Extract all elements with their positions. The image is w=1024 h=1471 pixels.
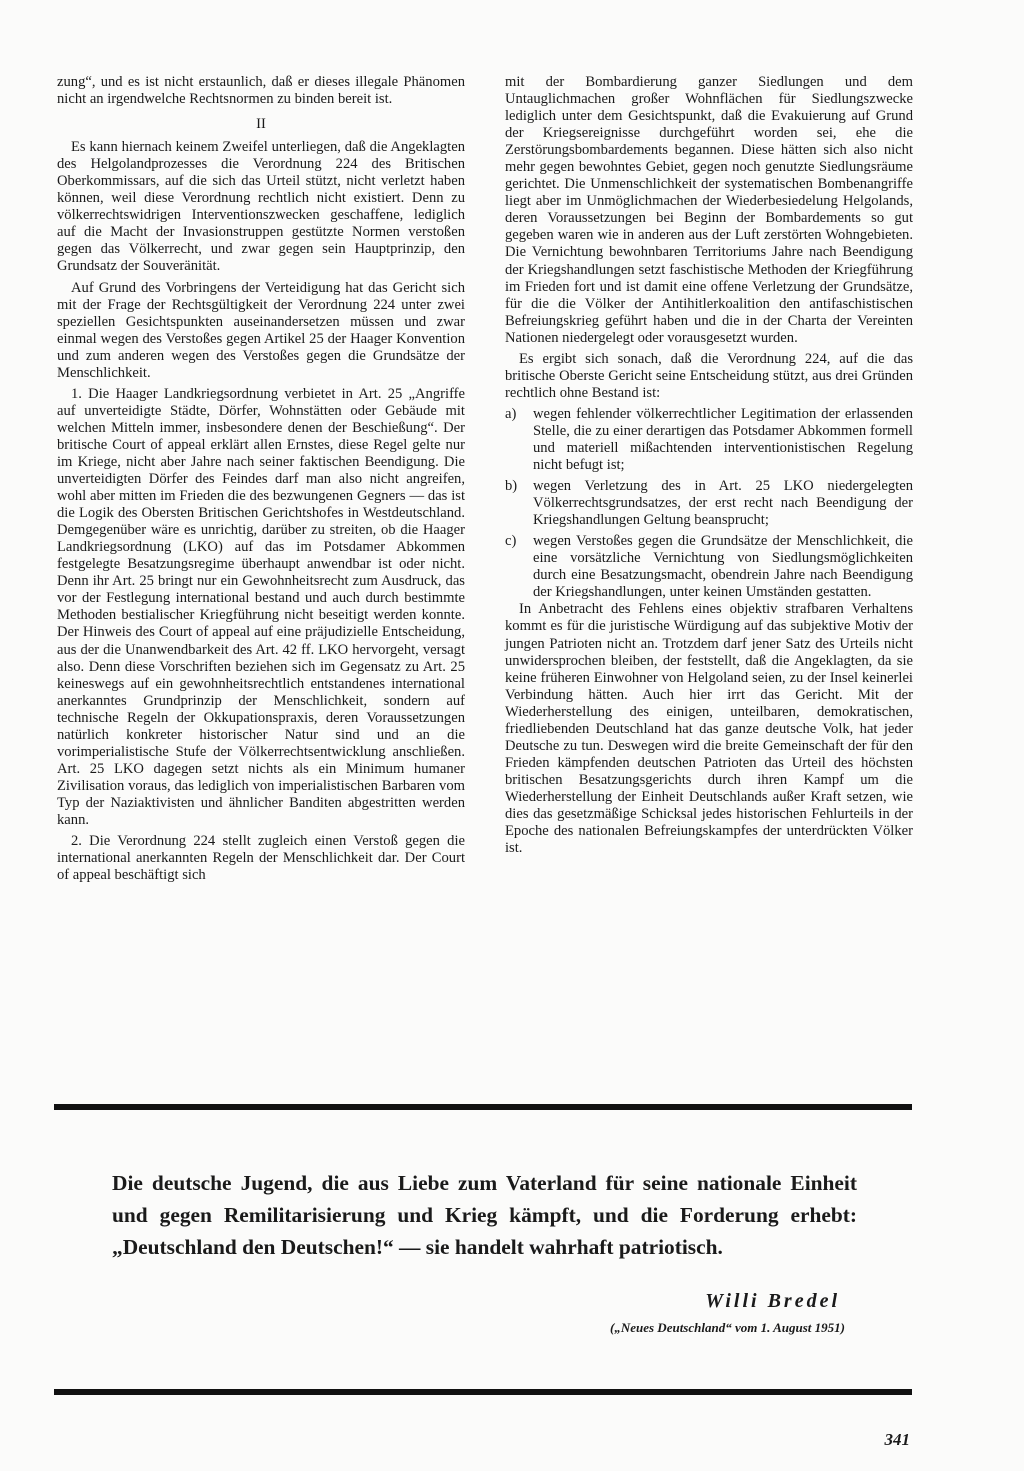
paragraph: Es ergibt sich sonach, daß die Verordnung 224, auf die das britische Oberste Gericht seine Entscheidung stützt, aus drei Gründen rechtlich ohne Bestand ist: — [505, 350, 913, 401]
paragraph: Es kann hiernach keinem Zweifel unterliegen, daß die Angeklagten des Helgolandprozesses die Verordnung 224 des Britischen Oberkommissars, auf die sich das Urteil stützt, nicht verletzt haben können, weil diese Verordnung rechtlich nicht existiert. Denn zu völkerrechtswidrigen Interventionszwecken geschaffene, lediglich auf die Macht der Invasionstruppen gestützte Normen verstoßen gegen das Völkerrecht, und zwar gegen sein Hauptprinzip, den Grundsatz der Souveränität. — [57, 139, 465, 275]
left-column — [57, 74, 465, 884]
quote-author: Willi Bredel — [705, 1290, 840, 1312]
list-text: wegen fehlender völkerrechtlicher Legitimation der erlassenden Stelle, die zu einer derartigen das Potsdamer Abkommen formell und materiell mißachtenden interventionistischen Regelung nicht befugt ist; — [533, 405, 913, 474]
right-column — [505, 74, 913, 857]
list-text: wegen Verletzung des in Art. 25 LKO niedergelegten Völkerrechtsgrundsatzes, der erst recht nach Beendigung der Kriegshandlungen Geltung beansprucht; — [533, 478, 913, 529]
list-marker: b) — [505, 478, 518, 495]
list-item — [505, 478, 913, 529]
top-divider-rule — [54, 1104, 912, 1110]
list-marker: c) — [505, 533, 517, 550]
section-heading: II — [256, 116, 266, 133]
paragraph: 2. Die Verordnung 224 stellt zugleich einen Verstoß gegen die international anerkannten Regeln der Menschlichkeit dar. Der Court of appeal beschäftigt sich — [57, 833, 465, 884]
paragraph: zung“, und es ist nicht erstaunlich, daß er dieses illegale Phänomen nicht an irgendwelche Rechtsnormen zu binden bereit ist. — [57, 74, 465, 108]
list-text: wegen Verstoßes gegen die Grundsätze der Menschlichkeit, die eine vorsätzliche Vernichtung von Siedlungsmöglichkeiten durch eine Besatzungsmacht, obendrein Jahre nach Beendigung der Kriegshandlungen, unter keinen Umständen gestatten. — [533, 533, 913, 601]
bottom-divider-rule — [54, 1389, 912, 1395]
list-marker: a) — [505, 405, 517, 422]
paragraph: mit der Bombardierung ganzer Siedlungen und dem Untauglichmachen großer Wohnflächen für Siedlungszwecke lediglich unter dem Gesichtspunkt, daß die Evakuierung auf Grund der Kriegsereignisse durchgeführt worden sei, ehe die Zerstörungsbombardements begannen. Diese hätten sich also nicht mehr gegen bewohntes Gebiet, gegen noch genutzte Siedlungsräume gerichtet. Die Unmenschlichkeit der systematischen Bombenangriffe liegt aber im Unmöglichmachen der Wiederbesiedelung Helgolands, deren Voraussetzungen bei Beginn der Bombardements so gut gegeben waren wie in anderen aus der Luft zerstörten Wohngebieten. Die Vernichtung bewohnbaren Territoriums Jahre nach Beendigung der Kriegshandlungen setzt faschistische Methoden der Kriegführung im Frieden fort und ist damit eine offene Verletzung der Grundsätze, für die die Völker der Antihitlerkoalition den antifaschistischen Befreiungskrieg geführt haben und die in der Charta der Vereinten Nationen niedergelegt oder vorausgesetzt wurden. — [505, 74, 913, 346]
quote-source: („Neues Deutschland“ vom 1. August 1951) — [610, 1320, 845, 1335]
paragraph: Auf Grund des Vorbringens der Verteidigung hat das Gericht sich mit der Frage der Rechtsgültigkeit der Verordnung 224 unter zwei speziellen Gesichtspunkten auseinandersetzen müssen und zwar einmal wegen des Verstoßes gegen Artikel 25 der Haager Konvention und zum anderen wegen des Verstoßes gegen die Grundsätze der Menschlichkeit. — [57, 279, 465, 381]
paragraph: In Anbetracht des Fehlens eines objektiv strafbaren Verhaltens kommt es für die juristische Würdigung auf das subjektive Motiv der jungen Patrioten nicht an. Trotzdem darf jener Satz des Urteils nicht unwidersprochen bleiben, der feststellt, daß die Angeklagten, da sie keine früheren Einwohner von Helgoland seien, zu der Insel keinerlei Verbindung hätten. Auch hier irrt das Gericht. Mit der Wiederherstellung des einigen, unteilbaren, demokratischen, friedliebenden Deutschland hat das ganze deutsche Volk, hat jeder Deutsche zu tun. Deswegen wird die breite Gemeinschaft der für den Frieden kämpfenden deutschen Patrioten das Urteil des höchsten britischen Besatzungsgerichts durch ihren Kampf um die Wiederherstellung der Einheit Deutschlands außer Kraft setzen, wie dies das gesetzmäßige Schicksal jedes historischen Fehlurteils in der Epoche des nationalen Befreiungskampfes der unterdrückten Völker ist. — [505, 601, 913, 857]
page-number: 341 — [884, 1430, 910, 1449]
list-item — [505, 406, 913, 474]
quote-text: Die deutsche Jugend, die aus Liebe zum Vaterland für seine nationale Einheit und gegen Remilitarisierung und Krieg kämpft, und die Forderung erhebt: „Deutschland den Deutschen!“ — sie handelt wahrhaft patriotisch. — [112, 1171, 857, 1259]
paragraph: 1. Die Haager Landkriegsordnung verbietet in Art. 25 „Angriffe auf unverteidigte Städte, Dörfer, Wohnstätten oder Gebäude mit welchen Mitteln immer, insbesondere denen der Beschießung“. Der britische Court of appeal erklärt allen Ernstes, diese Regel gelte nur im Kriege, nicht aber Jahre nach seiner faktischen Beendigung. Die unverteidigten Dörfer des Feindes darf man also nicht angreifen, wohl aber mitten im Frieden die des bezwungenen Gegners — das ist die Logik des Obersten Britischen Gerichtshofes in Westdeutschland. Demgegenüber wäre es unrichtig, darüber zu streiten, ob die Haager Landkriegsordnung (LKO) auf das im Potsdamer Abkommen festgelegte Besatzungsregime überhaupt anwendbar ist oder nicht. Denn ihr Art. 25 bringt nur ein Gewohnheitsrecht zum Ausdruck, das vor der Festlegung international bestand und auch durch bestimmte Methoden bestialischer Kriegführung nicht beseitigt werden konnte. Der Hinweis des Court of appeal auf eine präjudizielle Entscheidung, aus der die Unanwendbarkeit des Art. 42 ff. LKO hervorgeht, versagt also. Denn diese Vorschriften beziehen sich im Gegensatz zu Art. 25 keineswegs auf ein gewohnheitsrechtlich entstandenes international anerkanntes Grundprinzip der Menschlichkeit, sondern auf technische Regeln der Okkupationspraxis, deren Voraussetzungen natürlich konkreter historischer Natur sind und an die vorimperialistische Stufe der Völkerrechtsentwicklung anschließen. Art. 25 LKO dagegen setzt nichts als ein Minimum humaner Zivilisation voraus, das lediglich von imperialistischen Barbaren vom Typ der Naziaktivisten und ähnlicher Banditen abgestritten werden kann. — [57, 385, 465, 828]
list-item — [505, 533, 913, 601]
